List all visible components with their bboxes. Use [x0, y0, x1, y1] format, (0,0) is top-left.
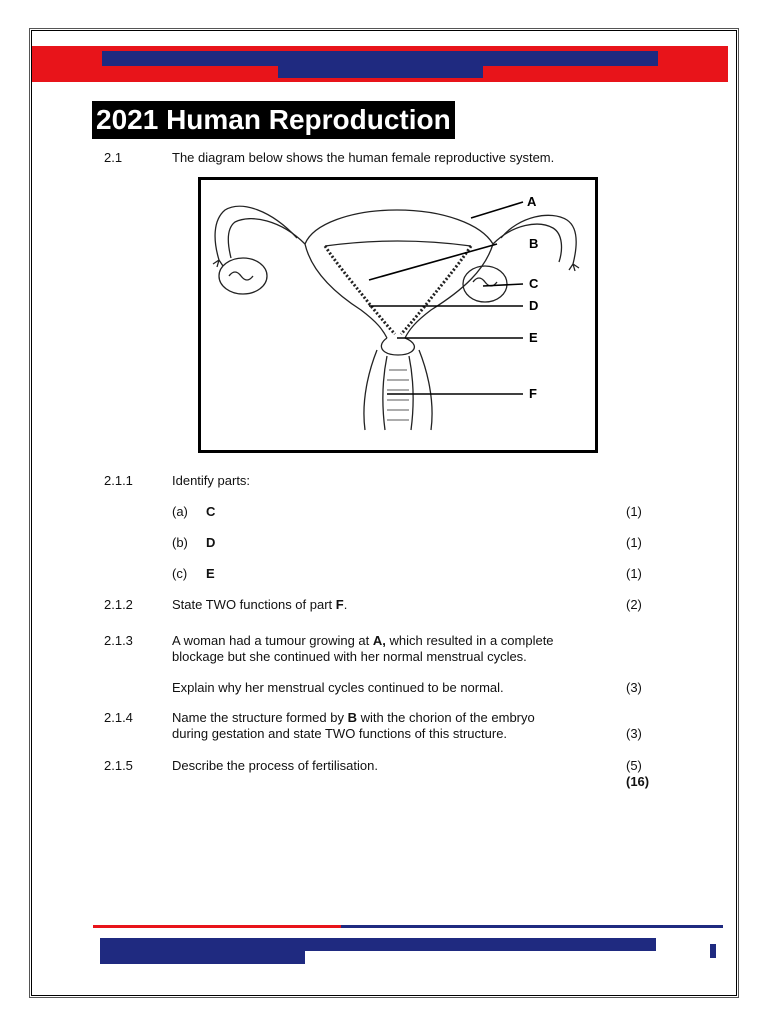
- question-instruction: Explain why her menstrual cycles continued to be normal.: [172, 680, 504, 695]
- part-target: C: [206, 504, 216, 519]
- footer-bar-top: [100, 938, 656, 951]
- label-b: B: [529, 236, 539, 251]
- part-target: E: [206, 566, 215, 581]
- mark-allocation: (3): [626, 680, 642, 695]
- footer-bar-bottom: [100, 951, 305, 964]
- question-number: 2.1.3: [104, 633, 133, 648]
- label-c: C: [529, 276, 539, 291]
- header-bar-bottom: [278, 66, 483, 78]
- label-a: A: [527, 194, 537, 209]
- question-text-line: blockage but she continued with her normal menstrual cycles.: [172, 649, 527, 664]
- question-text: State TWO functions of part F.: [172, 597, 348, 612]
- mark-allocation: (3): [626, 726, 642, 741]
- mark-allocation: (1): [626, 504, 642, 519]
- mark-allocation: (1): [626, 535, 642, 550]
- mark-allocation: (1): [626, 566, 642, 581]
- page-title: 2021 Human Reproduction: [92, 101, 455, 139]
- label-f: F: [529, 386, 537, 401]
- question-number: 2.1.1: [104, 473, 133, 488]
- question-text: Name the structure formed by B with the chorion of the embryo: [172, 710, 535, 725]
- question-text-line: during gestation and state TWO functions of this structure.: [172, 726, 508, 741]
- question-number: 2.1.4: [104, 710, 133, 725]
- header-bar-top: [102, 51, 658, 66]
- part-target: D: [206, 535, 216, 550]
- label-d: D: [529, 298, 539, 313]
- intro-text: The diagram below shows the human female reproductive system.: [172, 150, 555, 165]
- part-letter: (c): [172, 566, 188, 581]
- total-marks: (16): [626, 774, 650, 789]
- question-number: 2.1.5: [104, 758, 133, 773]
- question-number: 2.1.2: [104, 597, 133, 612]
- part-letter: (b): [172, 535, 188, 550]
- label-e: E: [529, 330, 538, 345]
- mark-allocation: (2): [626, 597, 642, 612]
- question-text: Identify parts:: [172, 473, 251, 488]
- question-text: A woman had a tumour growing at A, which resulted in a complete: [172, 633, 554, 648]
- diagram-illustration: [201, 180, 595, 450]
- footer-rule-red: [93, 925, 341, 928]
- mark-allocation: (5): [626, 758, 642, 773]
- reproductive-system-diagram: [198, 177, 598, 453]
- question-number: 2.1: [104, 150, 123, 165]
- question-text: Describe the process of fertilisation.: [172, 758, 378, 773]
- footer-page-marker: [710, 944, 716, 958]
- footer-rule-navy: [341, 925, 723, 928]
- part-letter: (a): [172, 504, 188, 519]
